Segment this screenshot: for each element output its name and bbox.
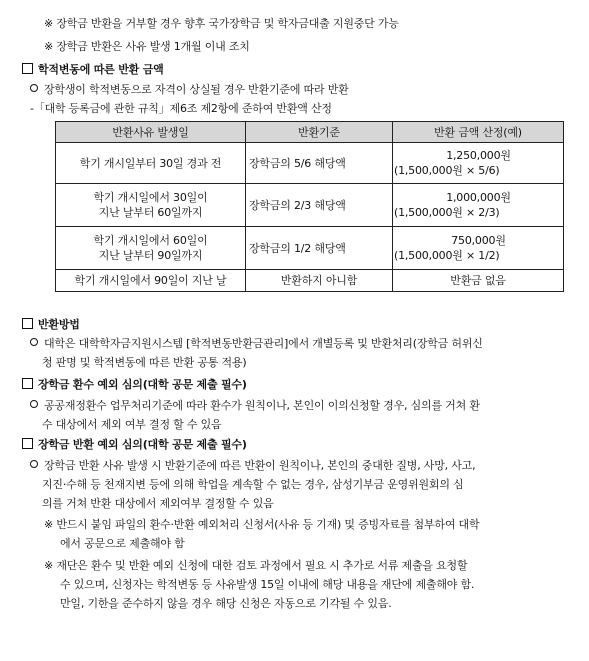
checkbox-square-icon	[22, 378, 33, 389]
circle-bullet-icon	[30, 400, 38, 408]
table-cell-criteria: 장학금의 2/3 해당액	[246, 184, 393, 227]
section-heading-refund-amount: 학적변동에 따른 반환 금액	[22, 62, 164, 77]
refund-table	[55, 121, 564, 292]
table-cell-reason	[56, 184, 246, 227]
table-cell-reason: 학기 개시일에서 90일이 지난 날	[56, 270, 246, 292]
section4-bullet-line2: 지진·수해 등 천재지변 등에 의해 학업을 계속할 수 없는 경우, 삼성기부금 운영위원회의 심	[42, 478, 464, 491]
table-row	[56, 184, 564, 227]
circle-bullet-icon	[30, 460, 38, 468]
checkbox-square-icon	[22, 63, 33, 74]
table-header-row	[56, 122, 564, 143]
table-header-reason: 반환사유 발생일	[56, 122, 246, 143]
section4-bullet-line3: 의를 거쳐 반환 대상에서 제외여부 결정할 수 있음	[42, 497, 274, 510]
checkbox-square-icon	[22, 318, 33, 329]
table-cell-amount: 반환금 없음	[393, 270, 564, 292]
amount-calc: (1,500,000원 × 1/2)	[394, 249, 500, 262]
reason-line: 학기 개시일에서 30일이	[93, 191, 208, 204]
section4-note2-line3: 만일, 기한을 준수하지 않을 경우 해당 신청은 자동으로 기각될 수 있음.	[60, 597, 392, 610]
table-header-criteria: 반환기준	[246, 122, 393, 143]
reason-line: 지난 날부터 60일까지	[98, 206, 203, 219]
section1-dash: -「대학 등록금에 관한 규칙」제6조 제2항에 준하여 반환액 산정	[30, 102, 332, 115]
amount-calc: (1,500,000원 × 2/3)	[394, 206, 500, 219]
amount-value: 750,000원	[451, 234, 506, 247]
reason-line: 학기 개시일에서 60일이	[93, 234, 208, 247]
section4-note1-line1: ※ 반드시 붙임 파일의 환수·반환 예외처리 신청서(사유 등 기재) 및 증빙자료를 첨부하여 대학	[44, 518, 480, 531]
section3-bullet-line2: 수 대상에서 제외 여부 결정 할 수 있음	[42, 418, 222, 431]
table-cell-amount	[393, 143, 564, 184]
table-row	[56, 270, 564, 292]
section4-bullet-line1: 장학금 반환 사유 발생 시 반환기준에 따른 반환이 원칙이나, 본인의 중대한 질병, 사망, 사고,	[30, 458, 475, 473]
amount-value: 1,000,000원	[446, 191, 511, 204]
circle-bullet-icon	[30, 84, 38, 92]
section4-note2-line2: 수 있으며, 신청자는 학적변동 등 사유발생 15일 이내에 해당 내용을 재단에 제출해야 함.	[60, 578, 475, 591]
section-heading-recovery-exception: 장학금 환수 예외 심의(대학 공문 제출 필수)	[22, 377, 247, 392]
note-top-2: ※ 장학금 반환은 사유 발생 1개월 이내 조치	[44, 40, 250, 53]
reason-line: 지난 날부터 90일까지	[98, 249, 203, 262]
amount-value: 1,250,000원	[446, 149, 511, 162]
circle-bullet-icon	[30, 338, 38, 346]
section-heading-refund-exception: 장학금 반환 예외 심의(대학 공문 제출 필수)	[22, 437, 247, 452]
table-row	[56, 143, 564, 184]
table-cell-amount	[393, 184, 564, 227]
section3-bullet-line1: 공공재정환수 업무처리기준에 따라 환수가 원칙이나, 본인이 이의신청할 경우, 심의를 거쳐 환	[30, 398, 480, 413]
section4-note2-line1: ※ 재단은 환수 및 반환 예외 신청에 대한 검토 과정에서 필요 시 추가로 서류 제출을 요청할	[44, 559, 468, 572]
section2-bullet-line2: 청 판명 및 학적변동에 따른 반환 공통 적용)	[42, 356, 247, 369]
table-cell-criteria: 장학금의 1/2 해당액	[246, 227, 393, 270]
note-top-1: ※ 장학금 반환을 거부할 경우 향후 국가장학금 및 학자금대출 지원중단 가능	[44, 17, 399, 30]
section4-note1-line2: 에서 공문으로 제출해야 함	[60, 537, 185, 550]
table-row	[56, 227, 564, 270]
amount-calc: (1,500,000원 × 5/6)	[394, 164, 500, 177]
section-heading-refund-method: 반환방법	[22, 317, 80, 332]
section2-bullet-line1: 대학은 대학학자금지원시스템 [학적변동반환금관리]에서 개별등록 및 반환처리(장학금 허위신	[30, 336, 483, 351]
table-cell-reason: 학기 개시일부터 30일 경과 전	[56, 143, 246, 184]
table-cell-criteria: 반환하지 아니함	[246, 270, 393, 292]
table-cell-criteria: 장학금의 5/6 해당액	[246, 143, 393, 184]
table-header-amount: 반환 금액 산정(예)	[393, 122, 564, 143]
checkbox-square-icon	[22, 438, 33, 449]
table-cell-reason	[56, 227, 246, 270]
table-cell-amount	[393, 227, 564, 270]
section1-bullet: 장학생이 학적변동으로 자격이 상실될 경우 반환기준에 따라 반환	[30, 82, 349, 97]
